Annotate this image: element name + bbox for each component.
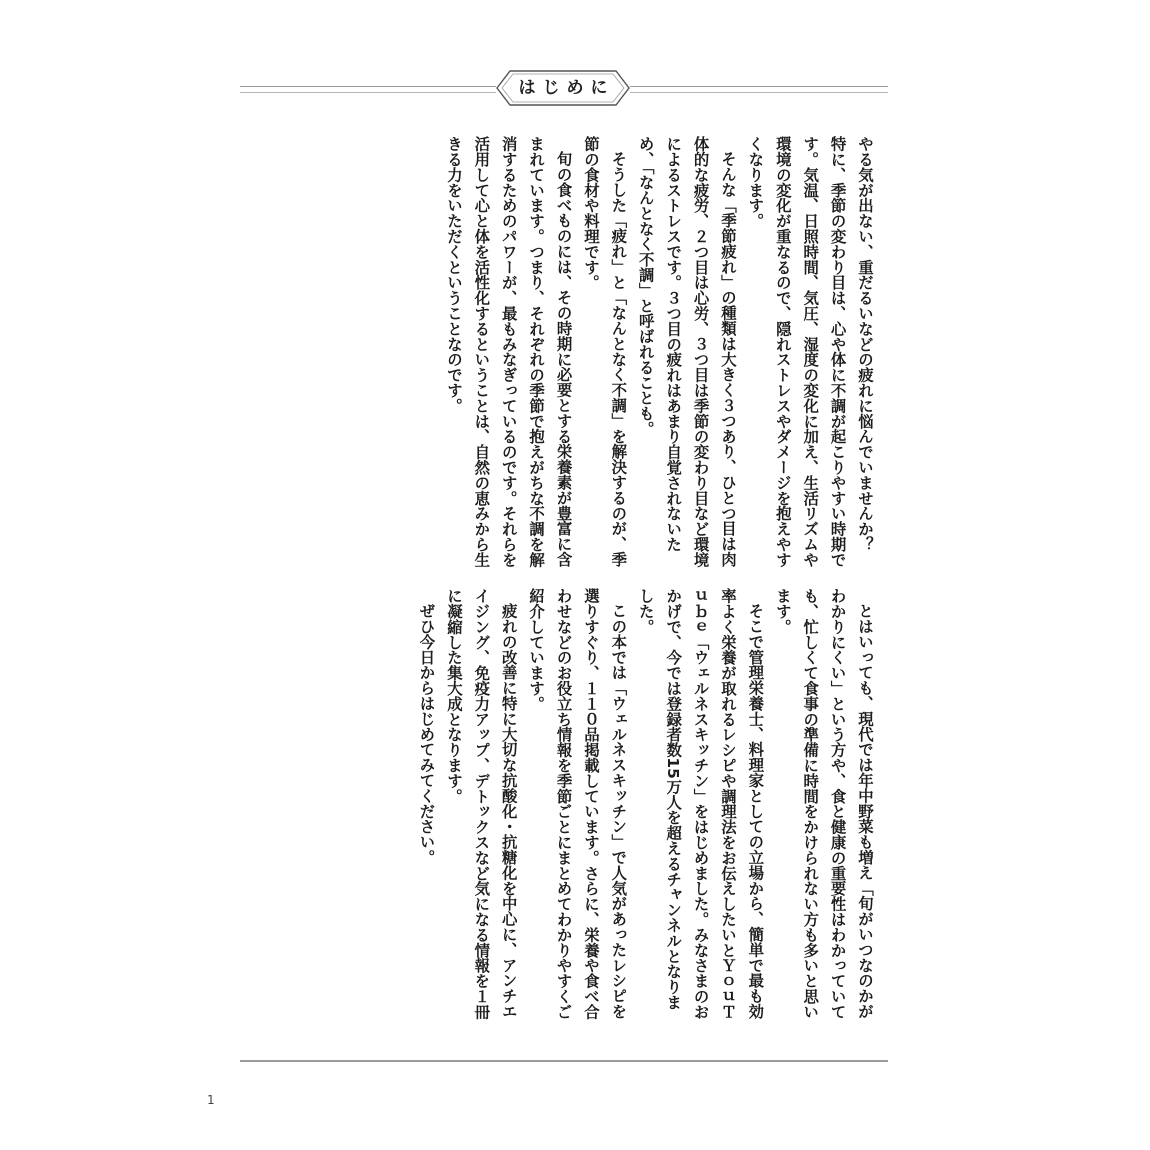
title-badge — [496, 70, 630, 106]
paragraph: とはいっても、現代では年中野菜も増え「旬がいつなのかがわかりにくい」という方や、食と健康の重要性はわかっていても、忙しくて食事の準備に時間をかけられない方も多いと思います。 — [773, 588, 874, 1020]
paragraph: やる気が出ない、重だるいなどの疲れに悩んでいませんか？ 特に、季節の変わり目は、心や体に不調が起こりやすい時期です。気温、日照時間、気圧、湿度の変化に加え、生活リズムや環境の変化が重なるので、隠れストレスやダメージを抱えやすくなります。 — [746, 136, 874, 568]
header-rule-right-bottom — [630, 92, 888, 93]
footer-rule — [240, 1060, 888, 1062]
paragraph: 疲れの改善に特に大切な抗酸化・抗糖化を中心に、アンチエイジング、免疫力アップ、デトックスなど気になる情報を１冊に凝縮した集大成となります。 — [444, 588, 518, 1020]
paragraph: ぜひ今日からはじめてみてください。 — [417, 603, 436, 866]
paragraph: そんな「季節疲れ」の種類は大きく３つあり、ひとつ目は肉体的な疲労、２つ目は心労、３つ目は季節の変わり目など環境によるストレスです。３つ目の疲れはあまり自覚されないため、「なんとなく不調」と呼ばれることも。 — [636, 136, 737, 568]
header-rule-left-top — [240, 86, 496, 87]
header-rule-left-bottom — [240, 92, 496, 93]
page-number: 1 — [207, 1093, 215, 1107]
paragraph: この本では「ウェルネスキッチン」で人気があったレシピを選りすぐり、１１０品掲載しています。さらに、栄養や食べ合わせなどのお役立ち情報を季節ごとにまとめてわかりやすくご紹介しています。 — [527, 588, 628, 1020]
paragraph: そうした「疲れ」と「なんとなく不調」を解決するのが、季節の食材や料理です。 — [581, 136, 628, 568]
intro-upper-text — [240, 136, 878, 574]
header-rule-right-top — [630, 86, 888, 87]
page-title: はじめに — [518, 78, 615, 98]
paragraph: そこで管理栄養士、料理家としての立場から、簡単で最も効率よく栄養が取れるレシピや調理法をお伝えしたいとＹｏｕＴｕｂｅ「ウェルネスキッチン」をはじめました。みなさまのおかげで、今では登録者数15万人を超えるチャンネルとなりました。 — [636, 588, 765, 1020]
intro-lower-text — [240, 588, 878, 1022]
paragraph: 旬の食べものには、その時期に必要とする栄養素が豊富に含まれています。つまり、それぞれの季節で抱えがちな不調を解消するためのパワーが、最もみなぎっているのです。それらを活用して心と体を活性化するということは、自然の恵みから生きる力をいただくということなのです。 — [444, 136, 573, 568]
